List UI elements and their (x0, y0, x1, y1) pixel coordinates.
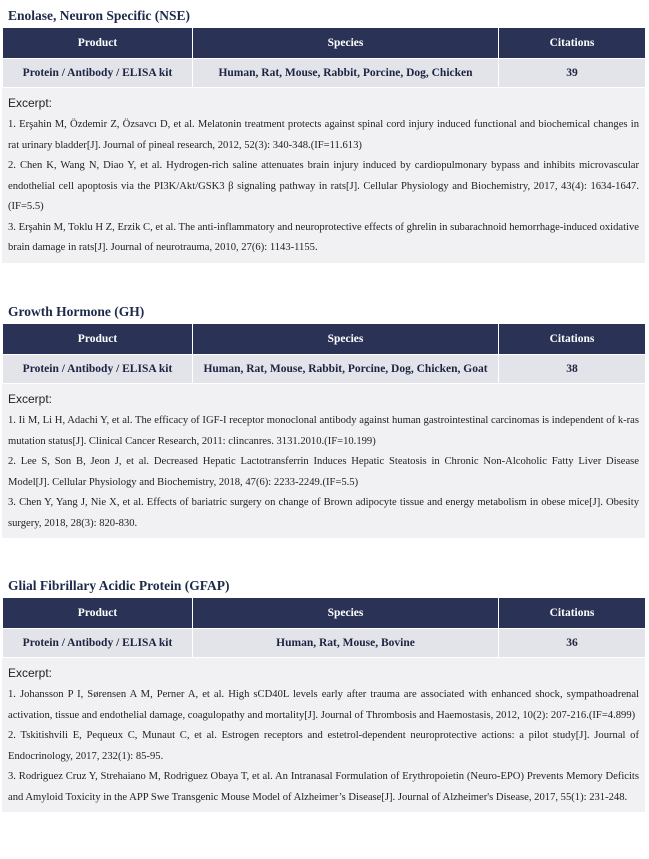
excerpt-box (2, 384, 645, 538)
table-header-row (3, 324, 646, 355)
reference-item: 1. Johansson P I, Sørensen A M, Perner A, et al. High sCD40L levels early after trauma are associated with enhanced shock, sympathoadrenal activation, tissue and endothelial damage, coagulopathy and mortality[J]. Journal of Thrombosis and Haemostasis, 2012, 10(2): 207-216.(IF=4.899) (8, 689, 639, 721)
table-row (3, 355, 646, 384)
cell-species: Human, Rat, Mouse, Bovine (193, 629, 499, 658)
excerpt-label: Excerpt: (8, 666, 53, 680)
cell-product: Protein / Antibody / ELISA kit (3, 59, 193, 88)
reference-item: 2. Chen K, Wang N, Diao Y, et al. Hydrogen-rich saline attenuates brain injury induced by cardiopulmonary bypass and inhibits microvascular endothelial cell apoptosis via the PI3K/Akt/GSK3 β signaling pathway in rats[J]. Cellular Physiology and Biochemistry, 2017, 43(4): 1634-1647.(IF=5.5) (8, 160, 639, 212)
product-table (2, 27, 646, 88)
table-row (3, 59, 646, 88)
section-title: Growth Hormone (GH) (8, 304, 145, 319)
reference-item: 2. Tskitishvili E, Pequeux C, Munaut C, et al. Estrogen receptors and estetrol-dependent neuroprotective actions: a pilot study[J]. Journal of Endocrinology, 2017, 232(1): 85-95. (8, 730, 639, 762)
header-product: Product (3, 598, 193, 629)
table-header-row (3, 598, 646, 629)
section-title: Glial Fibrillary Acidic Protein (GFAP) (8, 578, 230, 593)
reference-item: 2. Lee S, Son B, Jeon J, et al. Decreased Hepatic Lactotransferrin Induces Hepatic Steatosis in Chronic Non-Alcoholic Fatty Liver Disease Model[J]. Cellular Physiology and Biochemistry, 2018, 47(6): 2233-2249.(IF=5.5) (8, 456, 639, 488)
cell-citations: 39 (499, 59, 646, 88)
cell-citations: 36 (499, 629, 646, 658)
product-table (2, 597, 646, 658)
excerpt-box (2, 88, 645, 263)
section-nse (2, 5, 645, 263)
cell-product: Protein / Antibody / ELISA kit (3, 629, 193, 658)
section-title: Enolase, Neuron Specific (NSE) (8, 8, 191, 23)
section-gfap (2, 575, 645, 812)
header-species: Species (193, 324, 499, 355)
reference-item: 3. Rodriguez Cruz Y, Strehaiano M, Rodriguez Obaya T, et al. An Intranasal Formulation of Erythropoietin (Neuro-EPO) Prevents Memory Deficits and Amyloid Toxicity in the APP Swe Transgenic Mouse Model of Alzheimer’s Disease[J]. Journal of Alzheimer's Disease, 2017, 55(1): 231-248. (8, 771, 639, 803)
reference-item: 3. Erşahin M, Toklu H Z, Erzik C, et al. The anti-inflammatory and neuroprotective effects of ghrelin in subarachnoid hemorrhage-induced oxidative brain damage in rats[J]. Journal of neurotrauma, 2010, 27(6): 1143-1155. (8, 221, 639, 253)
product-table (2, 323, 646, 384)
reference-item: 1. Erşahin M, Özdemir Z, Özsavcı D, et al. Melatonin treatment protects against spinal cord injury induced functional and biochemical changes in rat urinary bladder[J]. Journal of pineal research, 2012, 52(3): 340-348.(IF=11.613) (8, 119, 639, 151)
reference-item: 1. Ii M, Li H, Adachi Y, et al. The efficacy of IGF-I receptor monoclonal antibody against human gastrointestinal carcinomas is independent of k-ras mutation status[J]. Clinical Cancer Research, 2011: clincanres. 3131.2010.(IF=10.199) (8, 415, 639, 447)
header-citations: Citations (499, 324, 646, 355)
header-citations: Citations (499, 598, 646, 629)
reference-item: 3. Chen Y, Yang J, Nie X, et al. Effects of bariatric surgery on change of Brown adipocyte tissue and energy metabolism in obese mice[J]. Obesity surgery, 2018, 28(3): 820-830. (8, 497, 639, 529)
cell-species: Human, Rat, Mouse, Rabbit, Porcine, Dog, Chicken (193, 59, 499, 88)
excerpt-label: Excerpt: (8, 392, 53, 406)
excerpt-box (2, 658, 645, 812)
excerpt-label: Excerpt: (8, 96, 53, 110)
cell-citations: 38 (499, 355, 646, 384)
table-header-row (3, 28, 646, 59)
cell-species: Human, Rat, Mouse, Rabbit, Porcine, Dog, Chicken, Goat (193, 355, 499, 384)
table-row (3, 629, 646, 658)
cell-product: Protein / Antibody / ELISA kit (3, 355, 193, 384)
header-species: Species (193, 28, 499, 59)
section-gh (2, 301, 645, 538)
header-species: Species (193, 598, 499, 629)
header-citations: Citations (499, 28, 646, 59)
header-product: Product (3, 28, 193, 59)
header-product: Product (3, 324, 193, 355)
